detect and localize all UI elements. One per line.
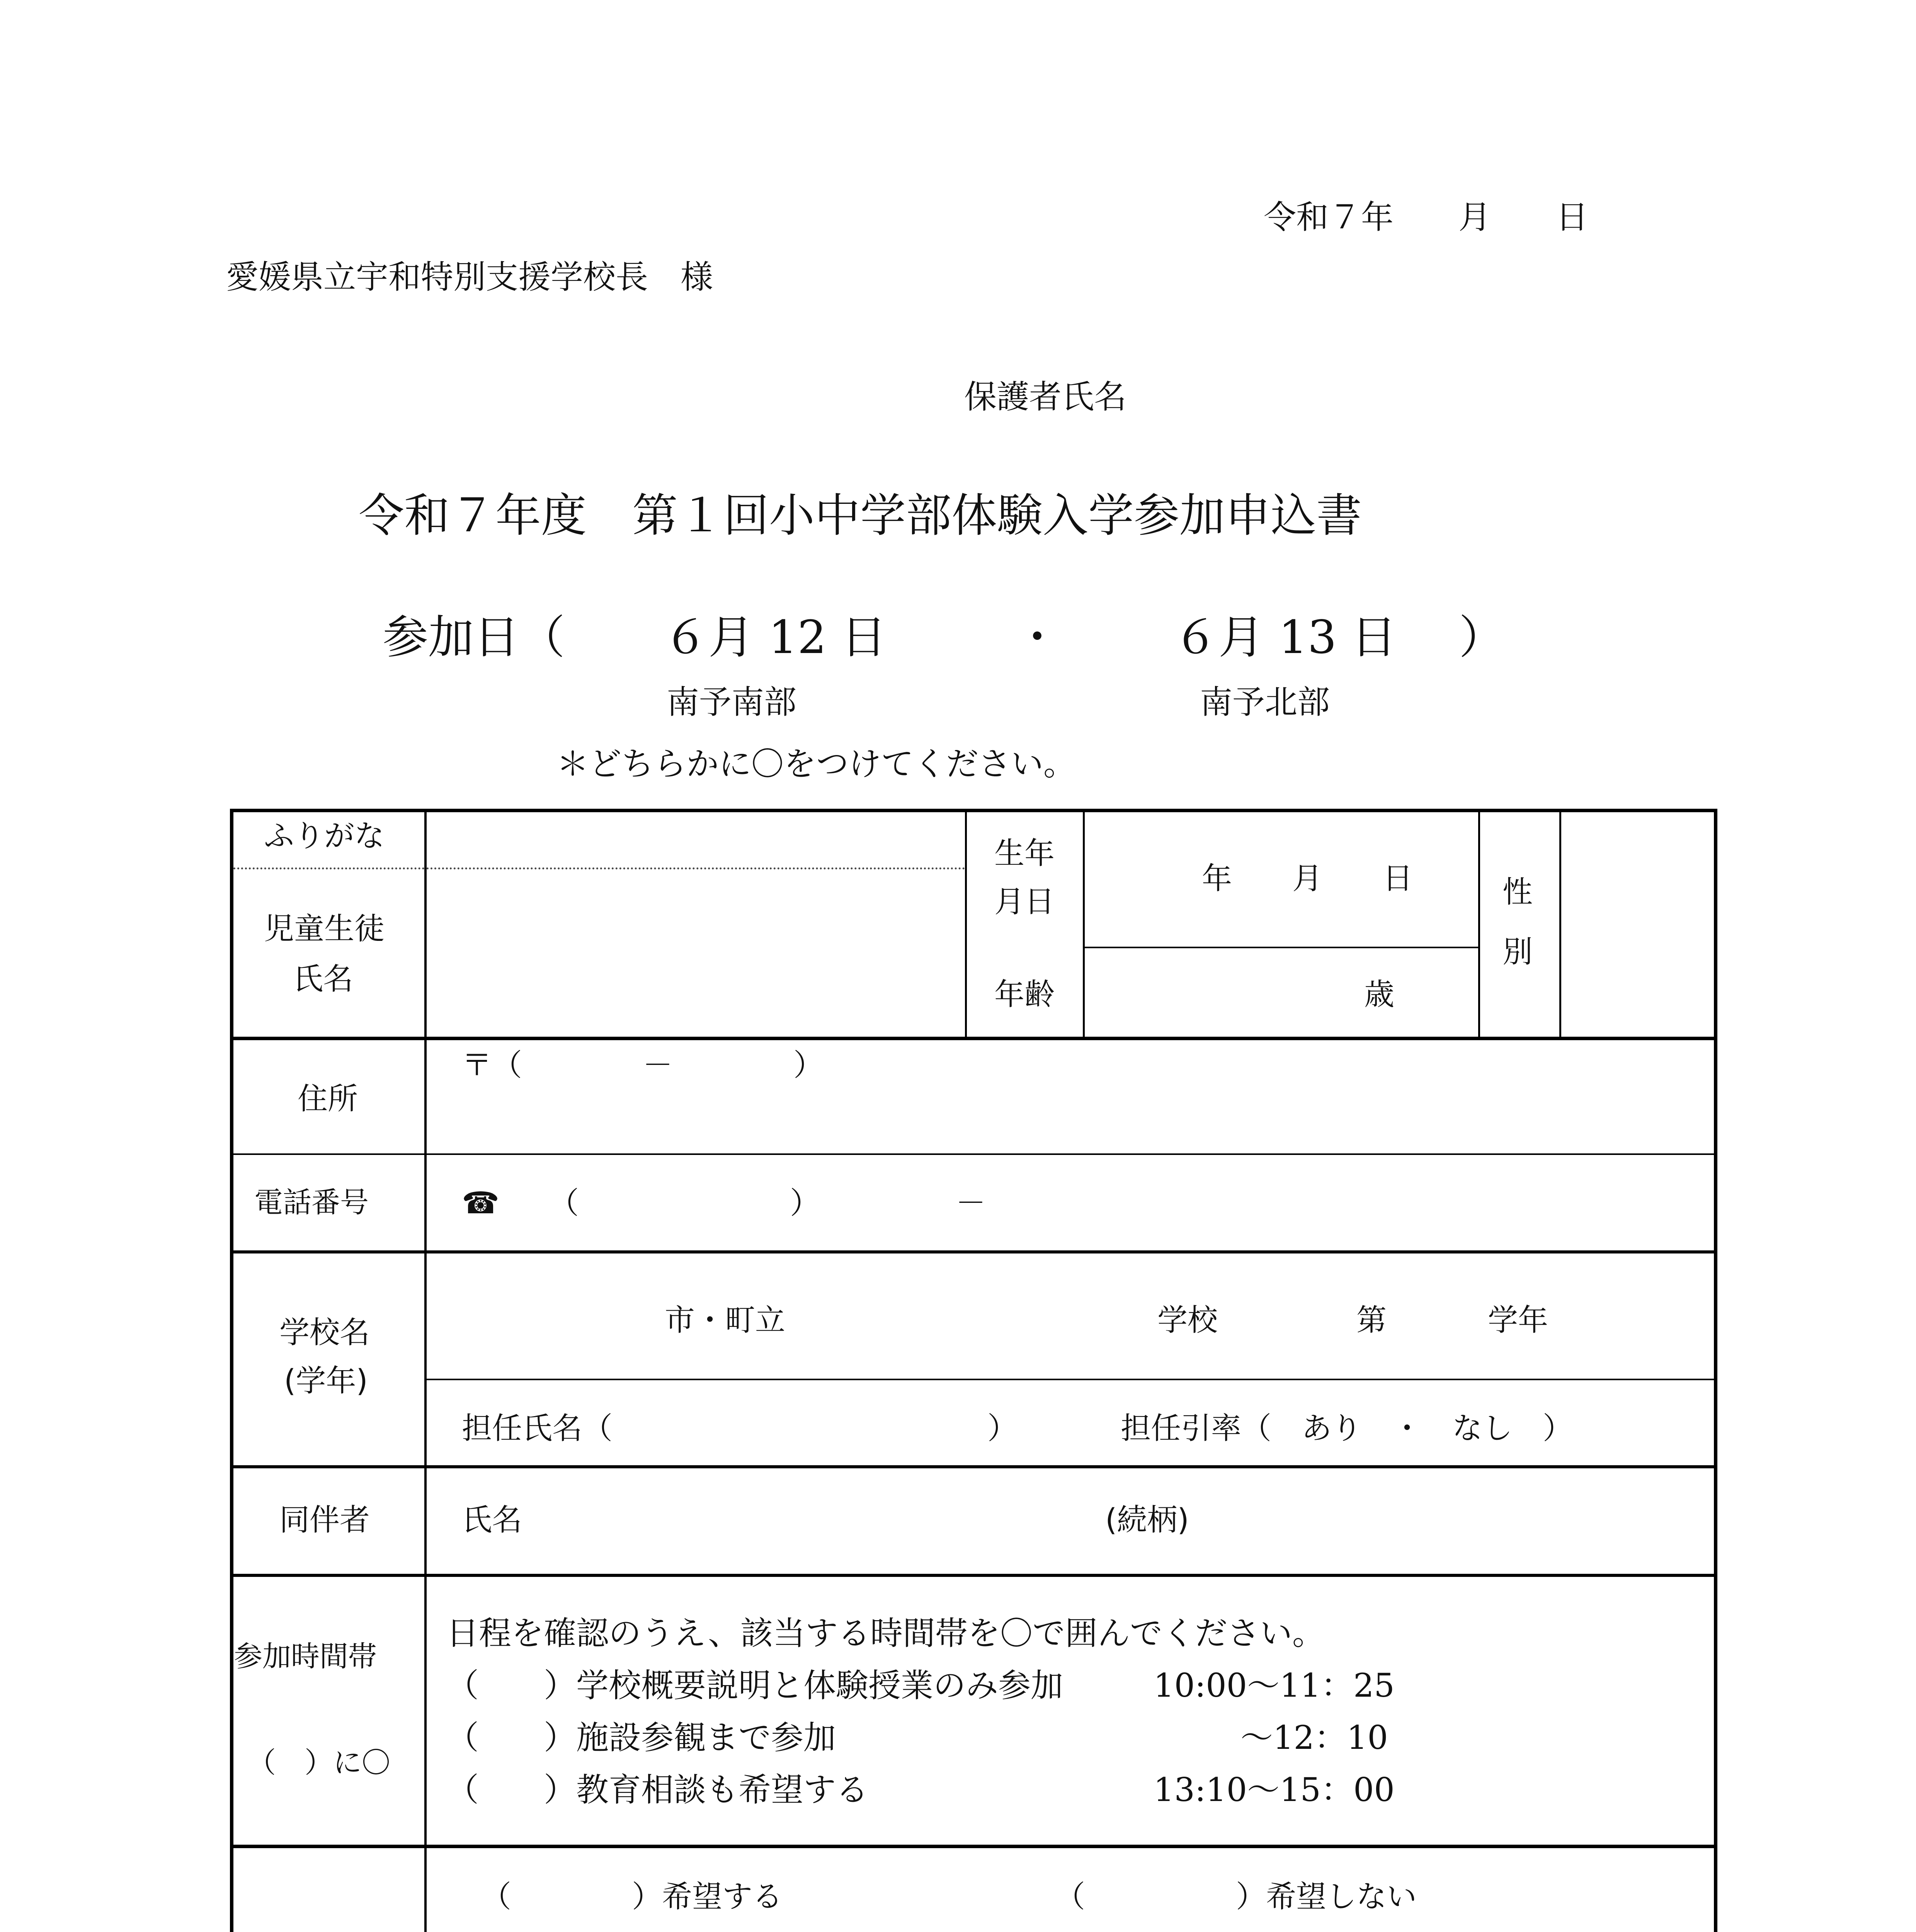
companion-relation-field[interactable]: (続柄): [1105, 1503, 1189, 1537]
address-field[interactable]: [429, 1090, 1712, 1151]
time-slot-time-2: ～12：10: [1240, 1719, 1388, 1757]
guardian-label: 保護者氏名: [964, 378, 1127, 416]
region-south: 南予南部: [667, 683, 797, 721]
grade-label: 学年: [1488, 1303, 1548, 1338]
school-city-field[interactable]: 市・町立: [665, 1303, 786, 1338]
recipient: 愛媛県立宇和特別支援学校長 様: [226, 258, 713, 296]
time-slot-option-3[interactable]: （ ）教育相談も希望する: [446, 1771, 869, 1809]
birthdate-label-1: 生年: [994, 836, 1055, 871]
address-label: 住所: [298, 1082, 358, 1116]
participation-label: 参加日（: [383, 611, 565, 664]
school-name-label: 学校: [1157, 1303, 1218, 1338]
teacher-escort-option[interactable]: 担任引率（ あり ・ なし ）: [1121, 1411, 1573, 1446]
sex-field[interactable]: [1563, 815, 1712, 1036]
furigana-field[interactable]: [429, 815, 962, 866]
consultation-no-option[interactable]: （ ）希望しない: [1055, 1879, 1417, 1914]
student-name-field[interactable]: [429, 871, 962, 1034]
student-name-label-2: 氏名: [293, 962, 354, 997]
school-label-1: 学校名: [279, 1315, 370, 1350]
participation-date-2[interactable]: ６月 13 日: [1173, 611, 1397, 664]
teacher-name-field[interactable]: 担任氏名（: [462, 1411, 613, 1446]
time-slot-time-1: 10:00～11：25: [1154, 1667, 1395, 1704]
sex-label-2: 別: [1503, 935, 1533, 969]
grade-number-label: 第: [1356, 1303, 1387, 1338]
date-line: 令和７年 月 日: [1264, 198, 1589, 236]
time-slot-option-1[interactable]: （ ）学校概要説明と体験授業のみ参加: [446, 1667, 1063, 1704]
telephone-icon: ☎: [462, 1186, 500, 1221]
school-label-2: (学年): [284, 1364, 368, 1398]
time-slot-time-3: 13:10～15：00: [1154, 1771, 1395, 1809]
teacher-name-close: ）: [987, 1411, 1018, 1446]
phone-field[interactable]: （ ） －: [549, 1186, 986, 1221]
furigana-label: ふりがな: [264, 819, 385, 854]
age-field[interactable]: 歳: [1364, 977, 1395, 1012]
time-slot-label-1: 参加時間帯: [234, 1640, 377, 1673]
selection-instruction: ＊どちらかに〇をつけてください。: [556, 745, 1076, 783]
sex-label-1: 性: [1503, 875, 1533, 910]
time-slot-label-2: （ ）に〇: [247, 1746, 390, 1779]
region-north: 南予北部: [1200, 683, 1330, 721]
birthdate-field[interactable]: 年 月 日: [1202, 861, 1413, 896]
age-label: 年齢: [994, 977, 1055, 1012]
birthdate-label-2: 月日: [994, 884, 1055, 919]
companion-label: 同伴者: [279, 1503, 370, 1537]
time-slot-option-2[interactable]: （ ）施設参観まで参加: [446, 1719, 836, 1757]
time-slot-instruction: 日程を確認のうえ、該当する時間帯を〇で囲んでください。: [446, 1614, 1325, 1652]
companion-name-field[interactable]: 氏名: [462, 1503, 522, 1537]
page-title: 令和７年度 第１回小中学部体験入学参加申込書: [359, 489, 1362, 542]
participation-date-1[interactable]: ６月 12 日: [663, 611, 887, 664]
consultation-yes-option[interactable]: （ ）希望する: [481, 1879, 783, 1914]
participation-close: ）: [1459, 611, 1505, 664]
postal-code-field[interactable]: 〒（ － ）: [462, 1048, 824, 1083]
phone-label: 電話番号: [254, 1186, 369, 1219]
student-name-label-1: 児童生徒: [264, 912, 385, 946]
participation-separator: ・: [1014, 611, 1060, 664]
